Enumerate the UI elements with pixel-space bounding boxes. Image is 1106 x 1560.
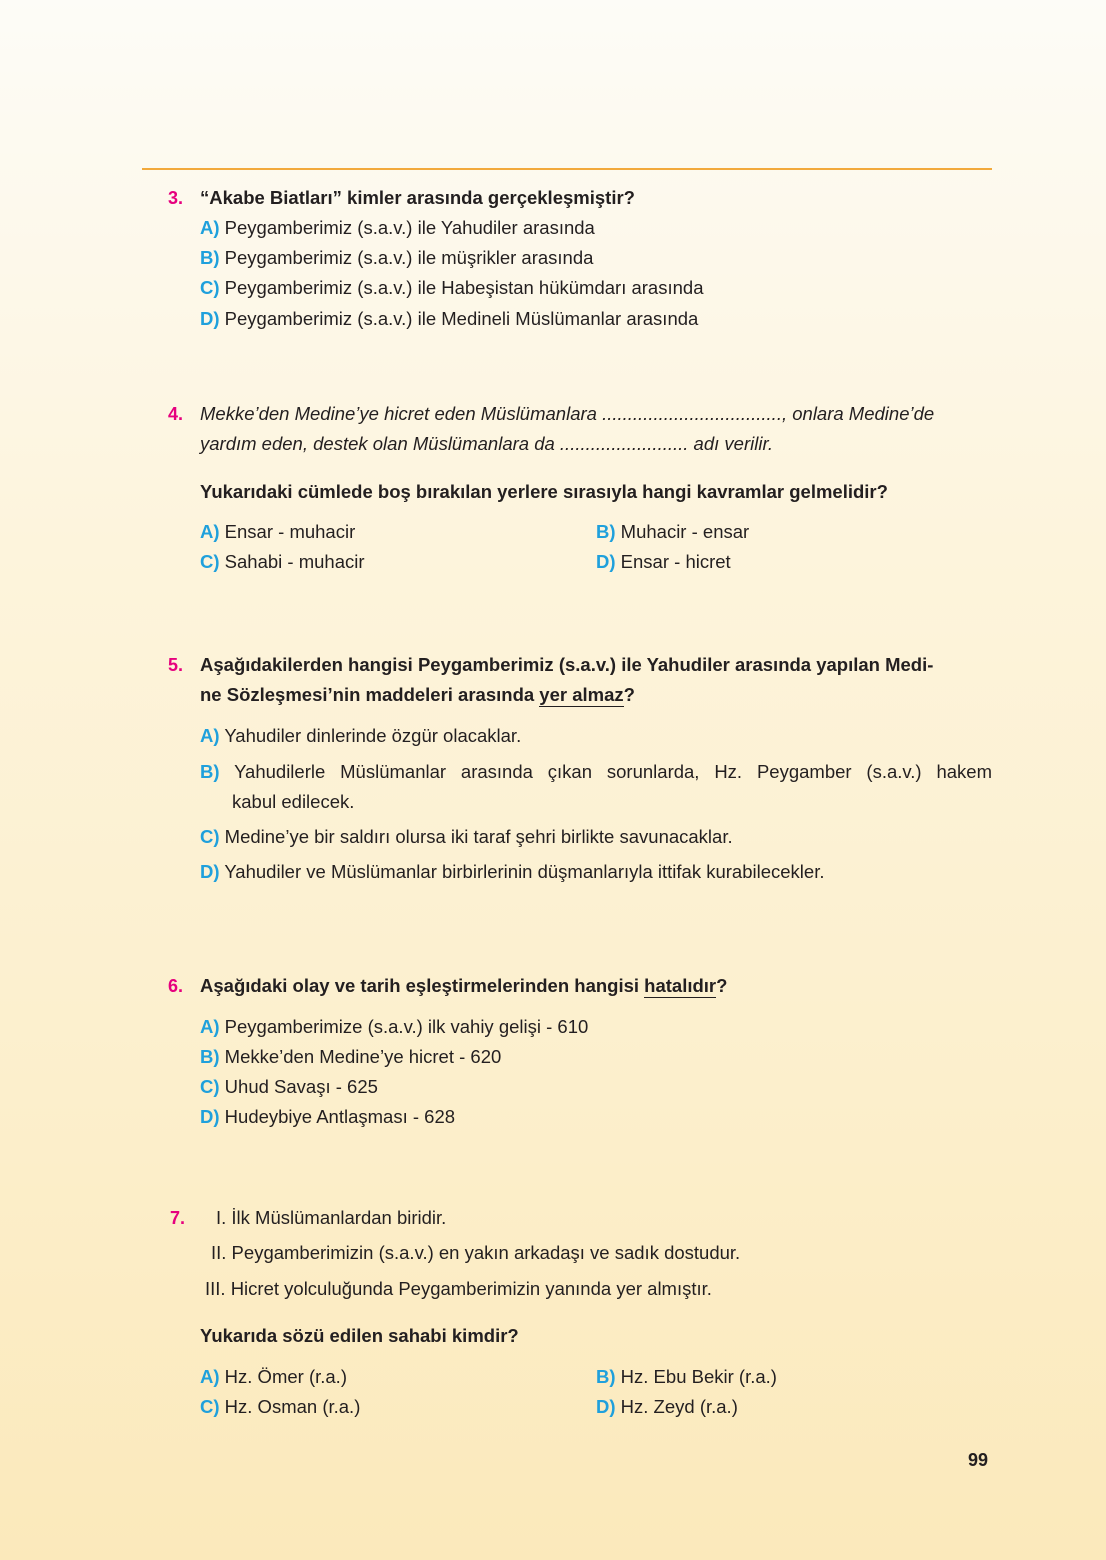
option-a[interactable] [200,217,595,239]
underlined-keyword: yer almaz [539,684,624,705]
option-label: D) [200,861,220,882]
option-label: C) [200,826,220,847]
option-text: Ensar - muhacir [224,521,356,542]
statement-i: I. İlk Müslümanlardan biridir. [216,1207,447,1228]
option-text: Hz. Ebu Bekir (r.a.) [620,1366,777,1387]
option-a[interactable] [200,521,355,543]
header-rule [142,168,992,170]
option-a[interactable] [200,1016,588,1038]
passage-line: Mekke’den Medine’ye hicret eden Müslümanlara ..................................., onlara Medine’de [200,403,935,424]
option-text: Hudeybiye Antlaşması - 628 [224,1106,456,1127]
option-text: Hz. Zeyd (r.a.) [620,1396,738,1417]
stem-text: ne Sözleşmesi’nin maddeleri arasında [200,684,540,705]
stem-text: ? [623,684,635,705]
question-number: 4. [168,404,184,424]
question-stem [200,975,727,997]
option-label: B) [200,1046,220,1067]
option-c[interactable] [200,1396,360,1418]
option-label: A) [200,1016,220,1037]
stem-text: ? [716,975,728,996]
option-b[interactable] [596,521,749,543]
option-d[interactable] [596,551,731,573]
option-text: Uhud Savaşı - 625 [224,1076,378,1097]
option-text: Yahudilerle Müslümanlar arasında çıkan sorunlarda, Hz. Peygamber (s.a.v.) hakem [234,761,992,782]
option-text: Sahabi - muhacir [224,551,365,572]
option-d[interactable] [200,308,698,330]
option-text: Hz. Osman (r.a.) [224,1396,361,1417]
option-label: D) [200,1106,220,1127]
option-label: B) [596,521,616,542]
option-label: A) [200,725,220,746]
stem-text: Aşağıdaki olay ve tarih eşleştirmelerinden hangisi [200,975,645,996]
option-c[interactable] [200,1076,378,1098]
question-stem-line2 [200,684,635,706]
question-stem: “Akabe Biatları” kimler arasında gerçekleşmiştir? [200,187,635,208]
option-label: A) [200,1366,220,1387]
option-text: Peygamberimiz (s.a.v.) ile Habeşistan hükümdarı arasında [224,277,704,298]
option-text: Peygamberimiz (s.a.v.) ile müşrikler arasında [224,247,594,268]
option-text: Muhacir - ensar [620,521,750,542]
option-label: B) [596,1366,616,1387]
option-label: C) [200,1076,220,1097]
option-b[interactable] [200,1046,501,1068]
option-label: B) [200,247,220,268]
option-label: A) [200,521,220,542]
option-d[interactable] [200,1106,455,1128]
option-text: Medine’ye bir saldırı olursa iki taraf şehri birlikte savunacaklar. [224,826,733,847]
option-label: A) [200,217,220,238]
passage-line: yardım eden, destek olan Müslümanlara da ......................... adı verilir. [200,433,774,454]
option-text: Hz. Ömer (r.a.) [224,1366,347,1387]
option-b[interactable] [200,247,593,269]
option-text: Ensar - hicret [620,551,731,572]
option-text: Yahudiler dinlerinde özgür olacaklar. [224,725,522,746]
question-number: 7. [170,1208,186,1228]
option-text: Mekke’den Medine’ye hicret - 620 [224,1046,502,1067]
option-text: Yahudiler ve Müslümanlar birbirlerinin düşmanlarıyla ittifak kurabilecekler. [224,861,825,882]
option-d[interactable] [596,1396,738,1418]
question-stem: Aşağıdakilerden hangisi Peygamberimiz (s.a.v.) ile Yahudiler arasında yapılan Medi- [200,654,934,675]
option-b[interactable] [596,1366,777,1388]
option-b[interactable] [200,761,992,783]
question-number: 6. [168,976,184,996]
option-label: C) [200,1396,220,1417]
page-number: 99 [968,1450,989,1470]
option-label: D) [200,308,220,329]
statement-iii: III. Hicret yolculuğunda Peygamberimizin yanında yer almıştır. [205,1278,712,1299]
question-stem: Yukarıdaki cümlede boş bırakılan yerlere sırasıyla hangi kavramlar gelmelidir? [200,481,888,502]
option-label: C) [200,277,220,298]
option-text: Peygamberimize (s.a.v.) ilk vahiy gelişi - 610 [224,1016,589,1037]
option-text-continued: kabul edilecek. [232,791,355,812]
option-a[interactable] [200,1366,347,1388]
option-a[interactable] [200,725,521,747]
option-label: B) [200,761,220,782]
option-label: C) [200,551,220,572]
option-text: Peygamberimiz (s.a.v.) ile Yahudiler arasında [224,217,595,238]
option-c[interactable] [200,826,733,848]
option-c[interactable] [200,277,703,299]
option-d[interactable] [200,861,824,883]
question-number: 3. [168,188,184,208]
option-text: Peygamberimiz (s.a.v.) ile Medineli Müslümanlar arasında [224,308,699,329]
question-number: 5. [168,655,184,675]
option-label: D) [596,1396,616,1417]
option-label: D) [596,551,616,572]
statement-ii: II. Peygamberimizin (s.a.v.) en yakın arkadaşı ve sadık dostudur. [211,1242,741,1263]
underlined-keyword: hatalıdır [644,975,717,996]
question-stem: Yukarıda sözü edilen sahabi kimdir? [200,1325,519,1346]
option-c[interactable] [200,551,365,573]
